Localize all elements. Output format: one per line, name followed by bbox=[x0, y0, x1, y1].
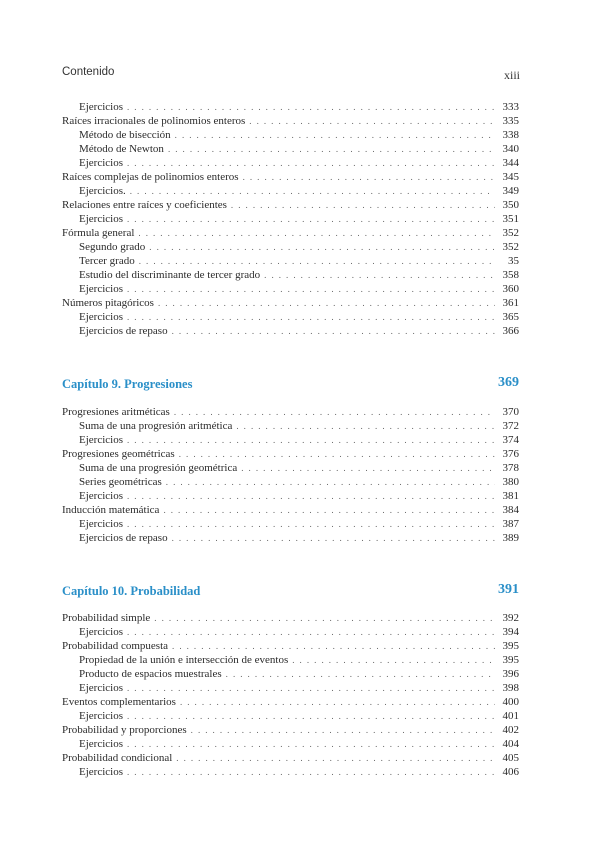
dot-leader bbox=[292, 653, 495, 667]
dot-leader bbox=[226, 667, 495, 681]
toc-entry-page: 366 bbox=[502, 325, 519, 337]
dot-leader bbox=[127, 765, 495, 779]
toc-entry-title: Ejercicios bbox=[79, 283, 123, 295]
toc-entry-title: Probabilidad y proporciones bbox=[62, 724, 187, 736]
toc-entry[interactable] bbox=[62, 681, 519, 695]
toc-entry-page: 350 bbox=[502, 199, 519, 211]
toc-entry[interactable] bbox=[62, 226, 519, 240]
toc-section bbox=[62, 611, 519, 779]
toc-entry-title: Producto de espacios muestrales bbox=[79, 668, 222, 680]
toc-entry[interactable] bbox=[62, 296, 519, 310]
toc-entry[interactable] bbox=[62, 268, 519, 282]
toc-entry-page: 406 bbox=[502, 766, 519, 778]
toc-entry-title: Ejercicios de repaso bbox=[79, 532, 168, 544]
dot-leader bbox=[231, 198, 495, 212]
toc-entry-title: Ejercicios de repaso bbox=[79, 325, 168, 337]
toc-entry-page: 404 bbox=[502, 738, 519, 750]
toc-entry[interactable] bbox=[62, 310, 519, 324]
toc-entry-title: Probabilidad compuesta bbox=[62, 640, 169, 652]
toc-entry[interactable] bbox=[62, 433, 519, 447]
toc-entry[interactable] bbox=[62, 170, 519, 184]
toc-entry-title: Ejercicios bbox=[79, 766, 123, 778]
toc-entry[interactable] bbox=[62, 639, 519, 653]
dot-leader bbox=[158, 296, 495, 310]
toc-entry[interactable] bbox=[62, 531, 519, 545]
toc-entry-page: 374 bbox=[502, 434, 519, 446]
toc-entry-title: Ejercicios bbox=[79, 710, 123, 722]
toc-entry[interactable] bbox=[62, 254, 519, 268]
toc-entry-title: Ejercicios bbox=[79, 518, 123, 530]
dot-leader bbox=[176, 751, 495, 765]
toc-entry-page: 352 bbox=[502, 241, 519, 253]
toc-entry-title: Tercer grado bbox=[79, 255, 135, 267]
toc-entry[interactable] bbox=[62, 142, 519, 156]
toc-entry-page: 352 bbox=[502, 227, 519, 239]
toc-entry-page: 344 bbox=[502, 157, 519, 169]
dot-leader bbox=[172, 324, 495, 338]
toc-entry-page: 402 bbox=[502, 724, 519, 736]
dot-leader bbox=[264, 268, 495, 282]
toc-entry-title: Probabilidad condicional bbox=[62, 752, 173, 764]
toc-entry-title: Ejercicios bbox=[79, 738, 123, 750]
toc-entry-page: 384 bbox=[502, 504, 519, 516]
dot-leader bbox=[172, 531, 495, 545]
toc-entry[interactable] bbox=[62, 405, 519, 419]
toc-entry[interactable] bbox=[62, 100, 519, 114]
toc-entry-page: 345 bbox=[502, 171, 519, 183]
toc-entry-title: Progresiones geométricas bbox=[62, 448, 175, 460]
toc-entry-title: Números pitagóricos bbox=[62, 297, 154, 309]
toc-entry-page: 338 bbox=[502, 129, 519, 141]
toc-entry-title: Método de Newton bbox=[79, 143, 164, 155]
toc-entry-page: 335 bbox=[502, 115, 519, 127]
toc-entry-title: Probabilidad simple bbox=[62, 612, 151, 624]
toc-entry-page: 333 bbox=[502, 101, 519, 113]
toc-entry[interactable] bbox=[62, 751, 519, 765]
toc-entry[interactable] bbox=[62, 212, 519, 226]
dot-leader bbox=[127, 625, 495, 639]
toc-entry-title: Ejercicios bbox=[79, 626, 123, 638]
toc-entry-page: 394 bbox=[502, 626, 519, 638]
toc-entry[interactable] bbox=[62, 517, 519, 531]
dot-leader bbox=[154, 611, 495, 625]
dot-leader bbox=[127, 433, 495, 447]
dot-leader bbox=[138, 226, 495, 240]
toc-entry[interactable] bbox=[62, 240, 519, 254]
dot-leader bbox=[127, 282, 495, 296]
dot-leader bbox=[175, 128, 495, 142]
toc-entry[interactable] bbox=[62, 128, 519, 142]
toc-entry[interactable] bbox=[62, 503, 519, 517]
toc-entry-title: Suma de una progresión aritmética bbox=[79, 420, 233, 432]
running-title: Contenido bbox=[62, 66, 115, 78]
toc-entry-page: 376 bbox=[502, 448, 519, 460]
toc-entry[interactable] bbox=[62, 695, 519, 709]
dot-leader bbox=[127, 517, 495, 531]
toc-entry-title: Ejercicios bbox=[79, 490, 123, 502]
toc-entry[interactable] bbox=[62, 737, 519, 751]
chapter-page: 369 bbox=[498, 375, 519, 390]
toc-entry[interactable] bbox=[62, 625, 519, 639]
dot-leader bbox=[149, 240, 495, 254]
toc-entry-page: 351 bbox=[502, 213, 519, 225]
toc-entry-title: Series geométricas bbox=[79, 476, 162, 488]
dot-leader bbox=[127, 310, 495, 324]
toc-entry-page: 360 bbox=[502, 283, 519, 295]
toc-entry-page: 395 bbox=[502, 654, 519, 666]
toc-entry[interactable] bbox=[62, 611, 519, 625]
dot-leader bbox=[127, 156, 495, 170]
toc-entry-page: 395 bbox=[502, 640, 519, 652]
toc-entry-title: Suma de una progresión geométrica bbox=[79, 462, 238, 474]
dot-leader bbox=[168, 142, 495, 156]
dot-leader bbox=[166, 475, 495, 489]
toc-entry-page: 401 bbox=[502, 710, 519, 722]
dot-leader bbox=[127, 489, 495, 503]
toc-entry[interactable] bbox=[62, 324, 519, 338]
toc-entry[interactable] bbox=[62, 667, 519, 681]
toc-entry-page: 361 bbox=[502, 297, 519, 309]
toc-entry-page: 378 bbox=[502, 462, 519, 474]
toc-entry-page: 392 bbox=[502, 612, 519, 624]
toc-entry-page: 35 bbox=[508, 255, 519, 267]
chapter-title: Capítulo 9. Progresiones bbox=[62, 377, 193, 391]
dot-leader bbox=[127, 709, 495, 723]
toc-entry[interactable] bbox=[62, 282, 519, 296]
toc-entry-page: 370 bbox=[502, 406, 519, 418]
toc-entry-page: 398 bbox=[502, 682, 519, 694]
toc-entry-page: 340 bbox=[502, 143, 519, 155]
toc-entry-page: 381 bbox=[502, 490, 519, 502]
dot-leader bbox=[172, 639, 495, 653]
toc-entry-title: Propiedad de la unión e intersección de eventos bbox=[79, 654, 289, 666]
toc-entry-title: Estudio del discriminante de tercer grado bbox=[79, 269, 261, 281]
dot-leader bbox=[127, 681, 495, 695]
toc-entry-title: Relaciones entre raíces y coeficientes bbox=[62, 199, 227, 211]
toc-entry-page: 372 bbox=[502, 420, 519, 432]
toc-entry-title: Eventos complementarios bbox=[62, 696, 176, 708]
toc-entry-page: 349 bbox=[502, 185, 519, 197]
chapter-heading[interactable] bbox=[62, 582, 519, 600]
toc-entry-title: Ejercicios bbox=[79, 213, 123, 225]
toc-entry-title: Progresiones aritméticas bbox=[62, 406, 170, 418]
toc-entry-title: Método de bisección bbox=[79, 129, 171, 141]
page-number: xiii bbox=[503, 68, 520, 82]
toc-entry-page: 405 bbox=[502, 752, 519, 764]
chapter-page: 391 bbox=[498, 582, 519, 597]
dot-leader bbox=[127, 100, 495, 114]
toc-entry[interactable] bbox=[62, 475, 519, 489]
toc-entry[interactable] bbox=[62, 461, 519, 475]
toc-entry-page: 365 bbox=[502, 311, 519, 323]
toc-entry[interactable] bbox=[62, 447, 519, 461]
toc-entry[interactable] bbox=[62, 709, 519, 723]
dot-leader bbox=[236, 419, 495, 433]
toc-entry-title: Ejercicios bbox=[79, 311, 123, 323]
toc-entry-title: Raíces irracionales de polinomios enteros bbox=[62, 115, 246, 127]
toc-entry-page: 380 bbox=[502, 476, 519, 488]
dot-leader bbox=[174, 405, 495, 419]
dot-leader bbox=[191, 723, 495, 737]
toc-entry[interactable] bbox=[62, 723, 519, 737]
toc-entry-page: 400 bbox=[502, 696, 519, 708]
toc-entry-title: Ejercicios. bbox=[79, 185, 126, 197]
toc-entry[interactable] bbox=[62, 419, 519, 433]
dot-leader bbox=[139, 254, 495, 268]
toc-entry-title: Ejercicios bbox=[79, 157, 123, 169]
toc-entry[interactable] bbox=[62, 114, 519, 128]
dot-leader bbox=[241, 461, 495, 475]
toc-entry-title: Inducción matemática bbox=[62, 504, 160, 516]
dot-leader bbox=[249, 114, 495, 128]
chapter-heading[interactable] bbox=[62, 375, 519, 393]
dot-leader bbox=[163, 503, 495, 517]
toc-section bbox=[62, 100, 519, 338]
toc-entry-title: Ejercicios bbox=[79, 434, 123, 446]
toc-entry-title: Raíces complejas de polinomios enteros bbox=[62, 171, 239, 183]
toc-entry-page: 358 bbox=[502, 269, 519, 281]
page-header bbox=[62, 66, 520, 82]
dot-leader bbox=[180, 695, 495, 709]
toc-entry[interactable] bbox=[62, 489, 519, 503]
toc-entry-page: 387 bbox=[502, 518, 519, 530]
toc-entry[interactable] bbox=[62, 156, 519, 170]
toc-entry-title: Segundo grado bbox=[79, 241, 146, 253]
dot-leader bbox=[179, 447, 495, 461]
toc-entry-title: Ejercicios bbox=[79, 682, 123, 694]
toc-entry-page: 396 bbox=[502, 668, 519, 680]
toc-entry[interactable] bbox=[62, 765, 519, 779]
toc-entry-title: Fórmula general bbox=[62, 227, 135, 239]
dot-leader bbox=[130, 184, 495, 198]
dot-leader bbox=[127, 212, 495, 226]
toc-entry[interactable] bbox=[62, 653, 519, 667]
toc-section bbox=[62, 405, 519, 545]
chapter-title: Capítulo 10. Probabilidad bbox=[62, 584, 201, 598]
toc-entry[interactable] bbox=[62, 184, 519, 198]
toc-entry-page: 389 bbox=[502, 532, 519, 544]
toc-entry-title: Ejercicios bbox=[79, 101, 123, 113]
toc-entry[interactable] bbox=[62, 198, 519, 212]
dot-leader bbox=[127, 737, 495, 751]
dot-leader bbox=[243, 170, 495, 184]
